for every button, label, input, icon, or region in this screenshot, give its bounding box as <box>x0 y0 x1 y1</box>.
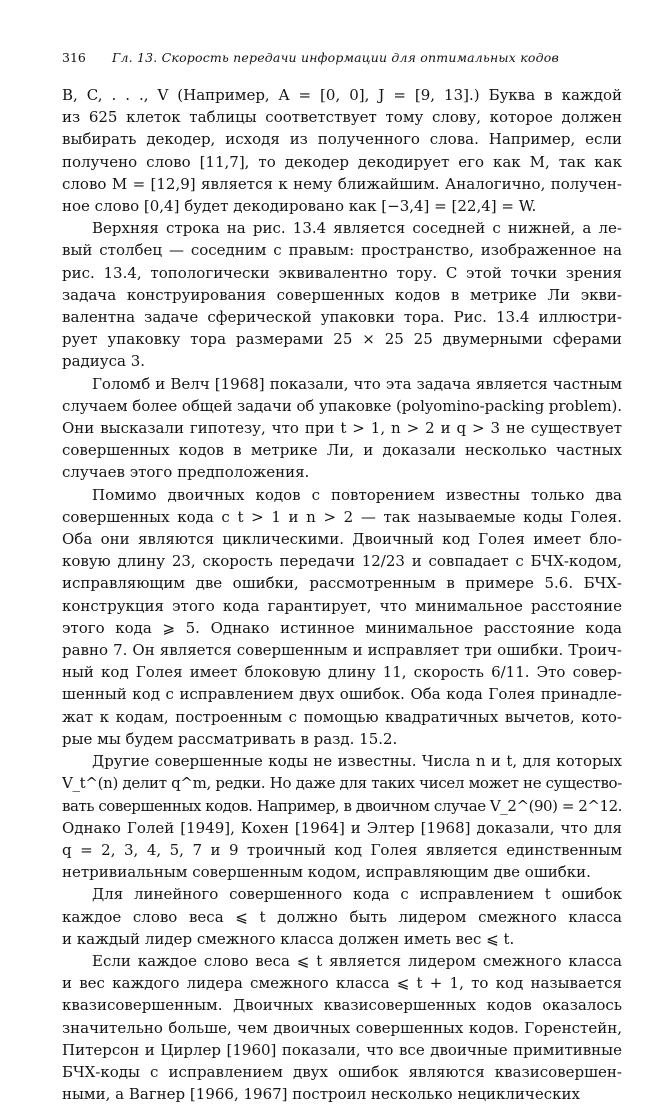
text-line: рые мы будем рассматривать в разд. 15.2. <box>62 729 398 748</box>
text-line: V_t^(n) делит q^m, редки. Но даже для таких чисел может не существо- <box>62 774 622 793</box>
text-line: рует упаковку тора размерами 25 × 25 25 двумерными сферами <box>62 330 622 349</box>
text-line: Они высказали гипотезу, что при t > 1, n > 2 и q > 3 не существует <box>62 419 622 438</box>
text-line: из 625 клеток таблицы соответствует тому слову, которое должен <box>62 108 622 127</box>
text-line: Однако Голей [1949], Кохен [1964] и Элтер [1968] доказали, что для <box>62 818 622 837</box>
text-line: равно 7. Он является совершенным и исправляет три ошибки. Троич- <box>62 641 622 660</box>
text-line: ный код Голея имеет блоковую длину 11, скорость 6/11. Это совер- <box>62 663 622 682</box>
paragraph <box>62 750 622 883</box>
text-line: ковую длину 23, скорость передачи 12/23 и совпадает с БЧХ-кодом, <box>62 552 622 571</box>
text-line: валентна задаче сферической упаковки тора. Рис. 13.4 иллюстри- <box>62 308 622 327</box>
text-line: B, C, . . ., V (Например, A = [0, 0], J = [9, 13].) Буква в каждой <box>62 86 622 104</box>
text-line: вый столбец — соседним с правым: пространство, изображенное на <box>62 241 622 260</box>
text-line: ными, а Вагнер [1966, 1967] построил несколько нециклических <box>62 1085 580 1104</box>
paragraph <box>62 84 622 217</box>
paragraph <box>62 217 622 372</box>
text-line: Голомб и Велч [1968] показали, что эта задача является частным <box>92 374 622 393</box>
text-line: исправляющим две ошибки, рассмотренным в примере 5.6. БЧХ- <box>62 574 622 593</box>
text-line: радиуса 3. <box>62 352 146 371</box>
text-line: каждое слово веса ⩽ t должно быть лидером смежного класса <box>62 907 622 926</box>
text-line: q = 2, 3, 4, 5, 7 и 9 троичный код Голея является единственным <box>62 840 622 859</box>
text-line: выбирать декодер, исходя из полученного слова. Например, если <box>62 130 622 149</box>
text-line: рис. 13.4, топологически эквивалентно тору. С этой точки зрения <box>62 263 622 282</box>
paragraph <box>62 484 622 750</box>
paragraph <box>62 883 622 950</box>
text-line: получено слово [11,7], то декодер декодирует его как M, так как <box>62 152 622 171</box>
text-line: Если каждое слово веса ⩽ t является лидером смежного класса <box>92 951 622 970</box>
text-line: шенный код с исправлением двух ошибок. Оба кода Голея принадле- <box>62 685 622 704</box>
text-line: Для линейного совершенного кода с исправлением t ошибок <box>92 885 622 904</box>
text-line: этого кода ⩾ 5. Однако истинное минимальное расстояние кода <box>62 618 622 637</box>
text-line: случаем более общей задачи об упаковке (polyomino-packing problem). <box>62 396 622 415</box>
text-line: и каждый лидер смежного класса должен иметь вес ⩽ t. <box>62 929 515 948</box>
text-line: конструкция этого кода гарантирует, что минимальное расстояние <box>62 596 622 615</box>
paragraph <box>62 373 622 484</box>
text-line: вать совершенных кодов. Например, в двоичном случае V_2^(90) = 2^12. <box>62 796 622 815</box>
text-line: слово M = [12,9] является к нему ближайшим. Аналогично, получен- <box>62 174 622 193</box>
paragraph <box>62 950 622 1105</box>
text-line: и вес каждого лидера смежного класса ⩽ t + 1, то код называется <box>62 974 622 993</box>
text-line: совершенных кодов в метрике Ли, и доказали несколько частных <box>62 441 622 460</box>
text-line: значительно больше, чем двоичных совершенных кодов. Горенстейн, <box>62 1018 622 1037</box>
body-text <box>62 84 622 1105</box>
text-line: ное слово [0,4] будет декодировано как [−3,4] = [22,4] = W. <box>62 197 537 216</box>
text-line: квазисовершенным. Двоичных квазисовершенных кодов оказалось <box>62 996 622 1015</box>
page-number: 316 <box>62 50 86 65</box>
page-header <box>62 50 602 65</box>
text-line: Питерсон и Цирлер [1960] показали, что все двоичные примитивные <box>62 1040 622 1059</box>
text-line: Другие совершенные коды не известны. Числа n и t, для которых <box>92 752 622 771</box>
text-line: случаев этого предположения. <box>62 463 310 482</box>
text-line: нетривиальным совершенным кодом, исправляющим две ошибки. <box>62 863 591 882</box>
text-line: жат к кодам, построенным с помощью квадратичных вычетов, кото- <box>62 707 622 726</box>
text-line: Верхняя строка на рис. 13.4 является соседней с нижней, а ле- <box>92 219 622 238</box>
text-line: совершенных кода с t > 1 и n > 2 — так называемые коды Голея. <box>62 507 622 526</box>
text-line: БЧХ-коды с исправлением двух ошибок являются квазисовершен- <box>62 1062 622 1081</box>
text-line: задача конструирования совершенных кодов в метрике Ли экви- <box>62 285 622 304</box>
text-line: Помимо двоичных кодов с повторением известны только два <box>92 485 622 504</box>
text-line: Оба они являются циклическими. Двоичный код Голея имеет бло- <box>62 530 622 549</box>
running-title: Гл. 13. Скорость передачи информации для оптимальных кодов <box>112 50 559 65</box>
